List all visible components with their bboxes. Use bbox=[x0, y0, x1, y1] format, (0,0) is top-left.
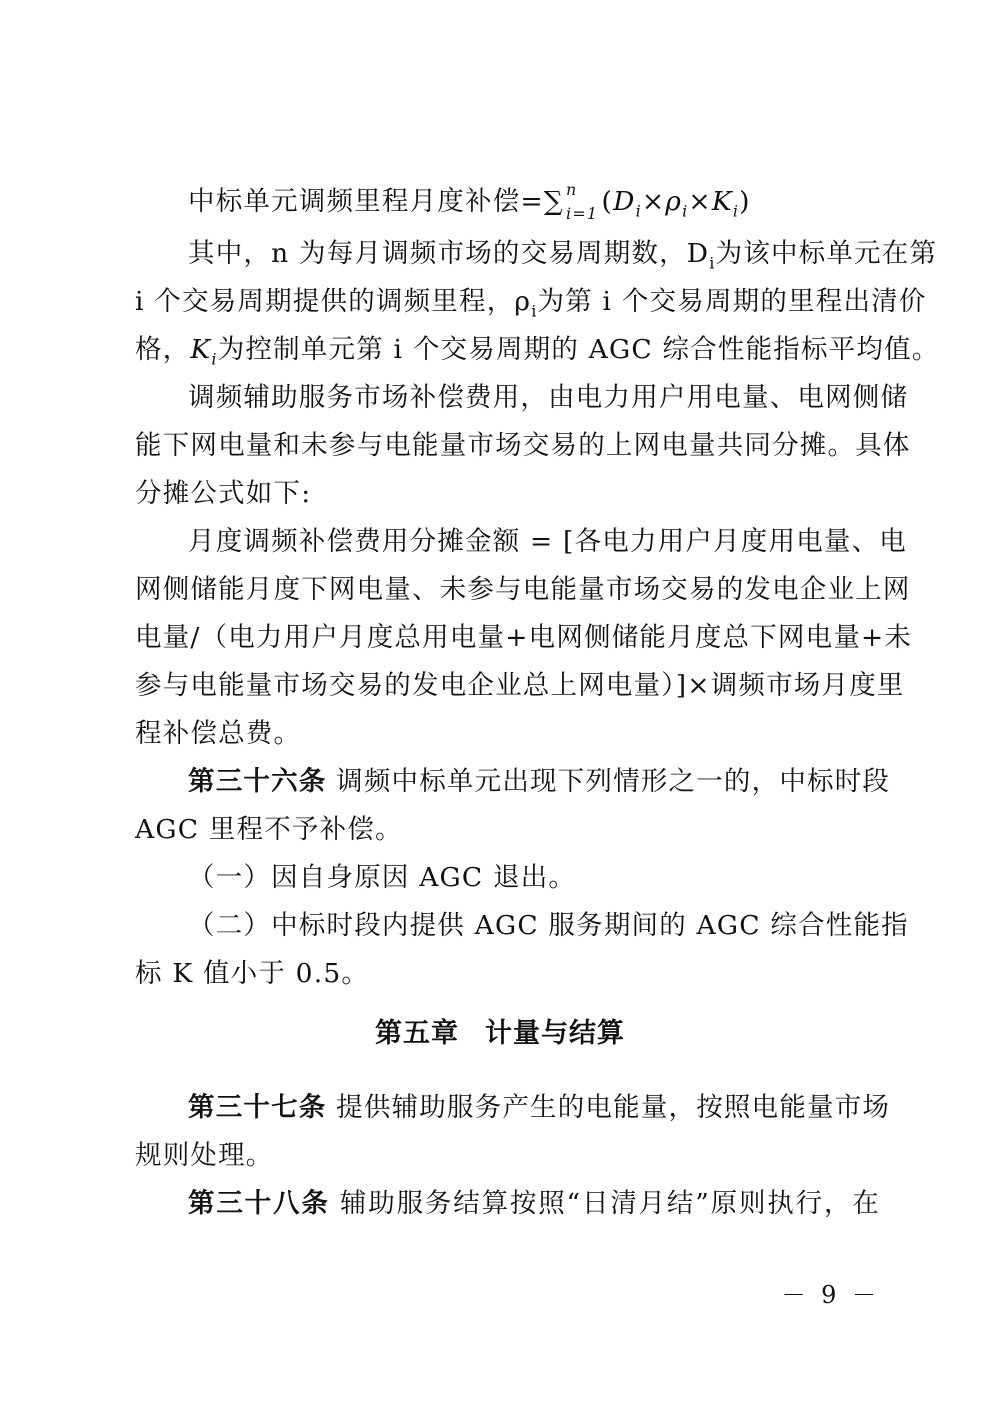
art38-line1-rest: 辅助服务结算按照“日清月结”原则执行，在 bbox=[329, 1188, 880, 1219]
para3-line1: 月度调频补偿费用分摊金额 = [各电力用户月度用电量、电 bbox=[188, 526, 907, 557]
formula-d: D bbox=[613, 186, 636, 217]
para1-line3-a: 格， bbox=[135, 334, 191, 365]
art37-line1-rest: 提供辅助服务产生的电能量，按照电能量市场 bbox=[326, 1092, 891, 1123]
para1-line1-a: 其中，n 为每月调频市场的交易周期数，D bbox=[188, 238, 710, 269]
para1-line2 bbox=[135, 278, 927, 326]
formula-d-sub: i bbox=[635, 201, 642, 221]
formula-k-sub: i bbox=[732, 201, 740, 221]
para1-line2-a: i 个交易周期提供的调频里程，ρ bbox=[135, 286, 532, 317]
art36-line1 bbox=[188, 758, 891, 806]
para1-line3-sub: i bbox=[211, 349, 218, 369]
chapter-number: 第五章 bbox=[375, 1018, 459, 1049]
formula-rho: ρ bbox=[665, 186, 683, 217]
formula-k: K bbox=[711, 186, 733, 217]
para1-line3 bbox=[135, 326, 940, 374]
art36-line1-rest: 调频中标单元出现下列情形之一的，中标时段 bbox=[326, 766, 891, 797]
formula-close: ) bbox=[739, 186, 751, 217]
para2-line1: 调频辅助服务市场补偿费用，由电力用户用电量、电网侧储 bbox=[188, 382, 909, 413]
para1-line3-k: K bbox=[190, 334, 212, 365]
art37-line2: 规则处理。 bbox=[135, 1140, 274, 1171]
para1-line1-sub: i bbox=[709, 253, 716, 273]
art36-label: 第三十六条 bbox=[188, 766, 327, 797]
sum-limits: n i=1 bbox=[565, 180, 599, 223]
formula-open: ( bbox=[591, 186, 614, 217]
para3-line2: 网侧储能月度下网电量、未参与电能量市场交易的发电企业上网 bbox=[135, 574, 911, 605]
art37-line1 bbox=[188, 1084, 891, 1132]
formula-times-1: × bbox=[641, 186, 666, 217]
chapter-title: 计量与结算 bbox=[485, 1018, 625, 1049]
para3-line5: 程补偿总费。 bbox=[135, 718, 302, 749]
art38-label: 第三十八条 bbox=[188, 1188, 330, 1219]
para1-line1-b: 为该中标单元在第 bbox=[715, 238, 938, 269]
formula-times-2: × bbox=[688, 186, 712, 217]
formula-prefix: 中标单元调频里程月度补偿= bbox=[188, 186, 544, 217]
formula-line bbox=[188, 178, 880, 226]
art38-line1 bbox=[188, 1180, 880, 1228]
chapter-heading bbox=[0, 1010, 1000, 1058]
para1-line2-b: 为第 i 个交易周期的里程出清价 bbox=[537, 286, 927, 317]
art36-item2-line2: 标 K 值小于 0.5。 bbox=[135, 958, 370, 989]
para2-line3: 分摊公式如下: bbox=[135, 478, 312, 509]
page-number: － 9 － bbox=[781, 1281, 880, 1309]
para1-line1 bbox=[188, 230, 938, 278]
para2-line2: 能下网电量和未参与电能量市场交易的上网电量共同分摊。具体 bbox=[135, 430, 911, 461]
art37-label: 第三十七条 bbox=[188, 1092, 327, 1123]
para1-line3-b: 为控制单元第 i 个交易周期的 AGC 综合性能指标平均值。 bbox=[217, 334, 940, 365]
art36-item1: （一）因自身原因 AGC 退出。 bbox=[188, 862, 577, 893]
para3-line3: 电量/（电力用户月度总用电量+电网侧储能月度总下网电量+未 bbox=[135, 622, 913, 653]
art36-item2-line1: （二）中标时段内提供 AGC 服务期间的 AGC 综合性能指 bbox=[188, 910, 909, 941]
para1-line2-sub: i bbox=[531, 301, 538, 321]
para3-line4: 参与电能量市场交易的发电企业总上网电量）]×调频市场月度里 bbox=[135, 670, 905, 701]
sum-symbol: ∑ bbox=[543, 186, 564, 217]
art36-line2: AGC 里程不予补偿。 bbox=[135, 814, 403, 845]
formula-rho-sub: i bbox=[682, 201, 689, 221]
